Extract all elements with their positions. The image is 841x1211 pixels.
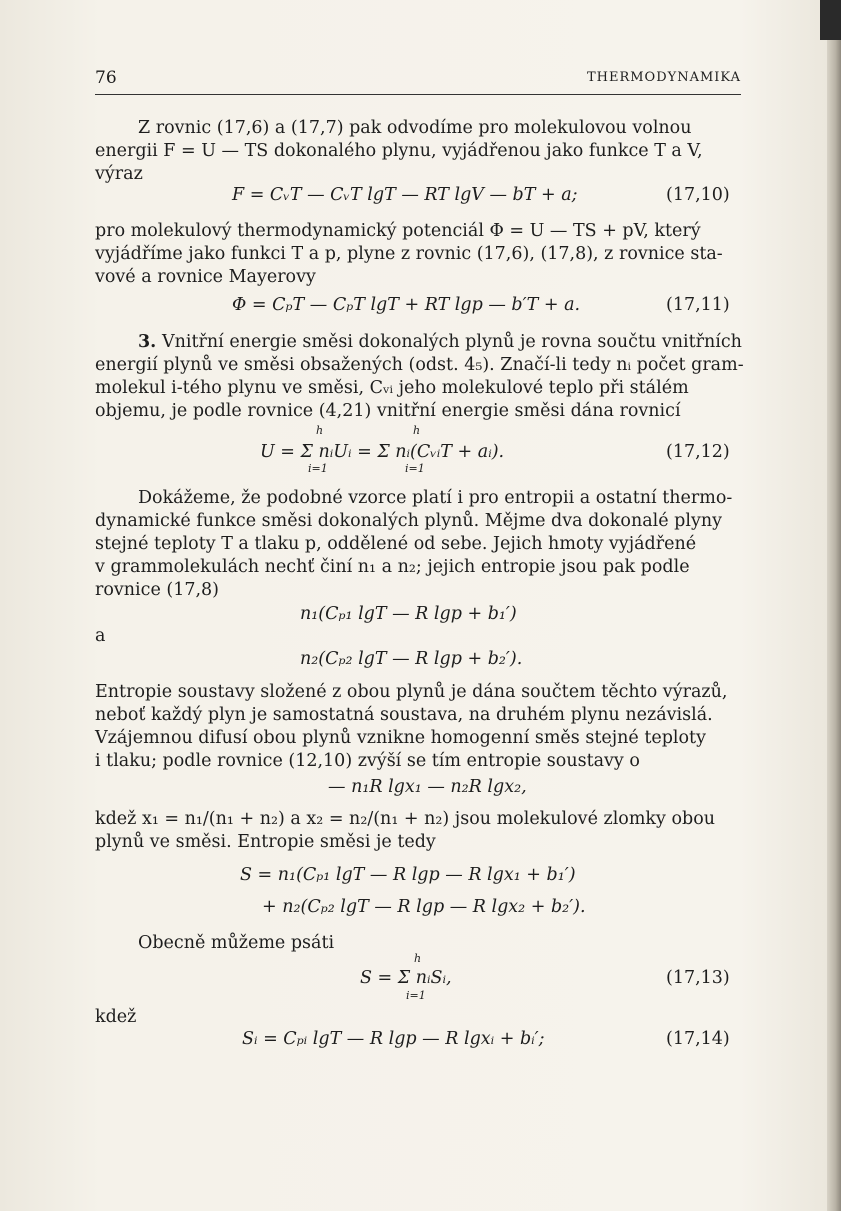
section-number: 3. — [138, 332, 157, 352]
para1-line2: energii F = U — TS dokonalého plynu, vyjádřenou jako funkce T a V, — [95, 141, 703, 161]
entropy-gas1: n₁(Cₚ₁ lgT — R lgp + b₁′) — [300, 604, 517, 624]
page-edge-shadow — [827, 0, 841, 1211]
equation-17-10: F = CᵥT — CᵥT lgT — RT lgV — bT + a; — [232, 185, 578, 205]
entropy-mixture-line1: S = n₁(Cₚ₁ lgT — R lgp — R lgx₁ + b₁′) — [240, 865, 576, 885]
para3-line1: Vnitřní energie směsi dokonalých plynů je rovna součtu vnitřních — [162, 332, 742, 352]
running-title: THERMODYNAMIKA — [586, 70, 741, 85]
equation-17-12: U = Σ nᵢUᵢ = Σ nᵢ(CᵥᵢT + aᵢ). — [260, 442, 505, 462]
equation-number-17-13: (17,13) — [666, 968, 730, 988]
para1-line3: výraz — [95, 164, 143, 184]
equation-number-17-14: (17,14) — [666, 1029, 730, 1049]
para5-line1: Entropie soustavy složené z obou plynů je dána součtem těchto výrazů, — [95, 682, 728, 702]
sum-upper-limit-3: h — [414, 952, 422, 965]
para2-line1: pro molekulový thermodynamický potenciál Φ = U — TS + pV, který — [95, 221, 701, 241]
equation-17-13: S = Σ nᵢSᵢ, — [360, 968, 452, 988]
page-number: 76 — [95, 68, 117, 88]
entropy-mixture-line2: + n₂(Cₚ₂ lgT — R lgp — R lgx₂ + b₂′). — [262, 897, 586, 917]
sum-lower-limit-3: i=1 — [406, 989, 426, 1002]
para2-line3: vové a rovnice Mayerovy — [95, 267, 316, 287]
para4-line4: v grammolekulách nechť činí n₁ a n₂; jejich entropie jsou pak podle — [95, 557, 690, 577]
sum-upper-limit-2: h — [413, 424, 421, 437]
equation-number-17-12: (17,12) — [666, 442, 730, 462]
corner-shadow — [820, 0, 841, 40]
para4-line1: Dokážeme, že podobné vzorce platí i pro entropii a ostatní thermo- — [138, 488, 733, 508]
para5-line4: i tlaku; podle rovnice (12,10) zvýší se tím entropie soustavy o — [95, 751, 640, 771]
equation-17-14: Sᵢ = Cₚᵢ lgT — R lgp — R lgxᵢ + bᵢ′; — [242, 1029, 545, 1049]
sum-lower-limit-1: i=1 — [308, 462, 328, 475]
kdez-word: kdež — [95, 1007, 137, 1027]
equation-17-11: Φ = CₚT — CₚT lgT + RT lgp — b′T + a. — [232, 295, 581, 315]
equation-number-17-10: (17,10) — [666, 185, 730, 205]
sum-upper-limit-1: h — [316, 424, 324, 437]
para2-line2: vyjádříme jako funkci T a p, plyne z rovnic (17,6), (17,8), z rovnice sta- — [95, 244, 723, 264]
para1-line1: Z rovnic (17,6) a (17,7) pak odvodíme pro molekulovou volnou — [138, 118, 692, 138]
para3-line3: molekul i-tého plynu ve směsi, Cᵥᵢ jeho molekulové teplo při stálém — [95, 378, 689, 398]
para4-line2: dynamické funkce směsi dokonalých plynů. Mějme dva dokonalé plyny — [95, 511, 723, 531]
entropy-gas2: n₂(Cₚ₂ lgT — R lgp + b₂′). — [300, 649, 523, 669]
para5-line3: Vzájemnou difusí obou plynů vznikne homogenní směs stejné teploty — [95, 728, 706, 748]
para6-line1: kdež x₁ = n₁/(n₁ + n₂) a x₂ = n₂/(n₁ + n₂) jsou molekulové zlomky obou — [95, 809, 716, 829]
para4-line5: rovnice (17,8) — [95, 580, 219, 600]
conjunction-a: a — [95, 626, 106, 646]
para6-line2: plynů ve směsi. Entropie směsi je tedy — [95, 832, 436, 852]
sum-lower-limit-2: i=1 — [405, 462, 425, 475]
para3-line4: objemu, je podle rovnice (4,21) vnitřní energie směsi dána rovnicí — [95, 401, 681, 421]
entropy-increase: — n₁R lgx₁ — n₂R lgx₂, — [328, 777, 527, 797]
para5-line2: neboť každý plyn je samostatná soustava, na druhém plynu nezávislá. — [95, 705, 713, 725]
para4-line3: stejné teploty T a tlaku p, oddělené od sebe. Jejich hmoty vyjádřené — [95, 534, 697, 554]
running-header — [95, 66, 741, 95]
para3-line2: energií plynů ve směsi obsažených (odst. 4₅). Značí-li tedy nᵢ počet gram- — [95, 355, 744, 375]
equation-number-17-11: (17,11) — [666, 295, 730, 315]
para7-line1: Obecně můžeme psáti — [138, 933, 335, 953]
